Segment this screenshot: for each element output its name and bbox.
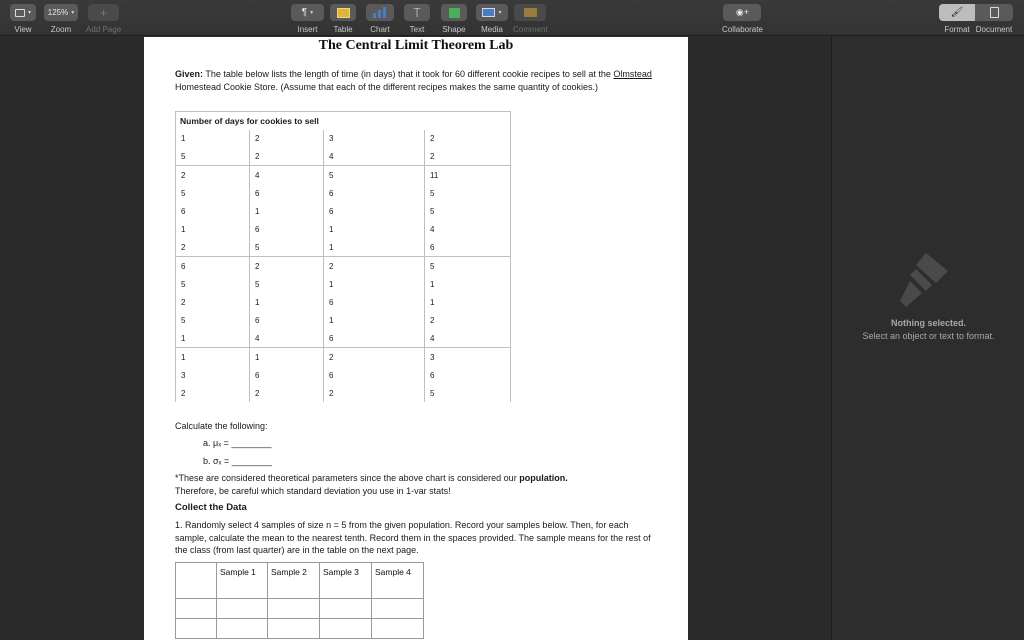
table-cell: 6 — [324, 184, 425, 202]
format-button[interactable] — [939, 4, 975, 21]
table-cell: 2 — [176, 239, 250, 257]
media-button[interactable] — [476, 4, 508, 21]
view-label: View — [14, 25, 32, 34]
table-row — [176, 166, 511, 184]
document-label: Document — [975, 25, 1013, 34]
table-cell: 2 — [324, 257, 425, 275]
table-cell: 5 — [176, 275, 250, 293]
table-cell: 6 — [176, 257, 250, 275]
comment-button[interactable] — [514, 4, 546, 21]
table-cell: 1 — [250, 293, 324, 311]
chevron-down-icon: ▾ — [498, 10, 502, 16]
step-1: 1. Randomly select 4 samples of size n = 5 from the given population. Record your samples below. Then, for each sample, calculate the mean to the nearest tenth. Record them in the spaces provided. The sample means for the rest of the class (from last quarter) are in the table on the next page. — [175, 520, 651, 555]
collaborate-icon: ◉+ — [735, 7, 749, 17]
given-text-1: The table below lists the length of time (in days) that it took for 60 different cookie recipes to sell at the — [203, 69, 614, 79]
document-control[interactable] — [975, 4, 1013, 34]
table-row — [176, 220, 511, 238]
chart-label: Chart — [370, 25, 390, 34]
table-cell: 3 — [324, 130, 425, 148]
paintbrush-icon: 🖌 — [950, 7, 964, 18]
table-row — [176, 184, 511, 202]
zoom-label: Zoom — [50, 25, 72, 34]
item-a: a. μₓ = ________ — [203, 438, 272, 448]
table-row — [176, 619, 424, 639]
comment-icon — [524, 8, 537, 17]
cell[interactable] — [320, 619, 372, 639]
table-cell: 6 — [324, 202, 425, 220]
note-text-2: Therefore, be careful which standard deviation you use in 1-var stats! — [175, 485, 451, 496]
collaborate-label: Collaborate — [722, 25, 763, 34]
table-icon — [337, 8, 350, 18]
table-cell: 1 — [250, 202, 324, 220]
table-cell: 5 — [425, 384, 511, 402]
table-cell: 4 — [250, 166, 324, 184]
add-page-control[interactable] — [86, 4, 121, 34]
table-row — [176, 348, 511, 366]
text-label: Text — [409, 25, 425, 34]
table-cell: 6 — [250, 184, 324, 202]
table-button[interactable] — [330, 4, 356, 21]
collect-heading: Collect the Data — [175, 502, 247, 513]
sample-header-blank — [176, 563, 217, 599]
table-row — [176, 202, 511, 220]
table-cell: 4 — [250, 330, 324, 348]
sample-header: Sample 4 — [372, 563, 424, 599]
table-cell: 6 — [425, 366, 511, 384]
media-icon — [482, 8, 495, 17]
table-cell: 1 — [324, 220, 425, 238]
add-page-button[interactable] — [88, 4, 119, 21]
table-row — [176, 366, 511, 384]
cell[interactable] — [320, 599, 372, 619]
table-cell: 1 — [425, 275, 511, 293]
note-paragraph — [175, 472, 660, 497]
nothing-selected-text: Nothing selected. — [890, 318, 966, 328]
shape-icon — [449, 8, 460, 18]
table-cell: 6 — [324, 366, 425, 384]
table-cell: 1 — [425, 293, 511, 311]
sample-header: Sample 2 — [268, 563, 320, 599]
table-cell: 1 — [176, 220, 250, 238]
zoom-value: 125% — [47, 8, 69, 17]
sample-header: Sample 1 — [217, 563, 268, 599]
table-cell: 5 — [425, 257, 511, 275]
table-cell: 2 — [250, 257, 324, 275]
insert-control[interactable] — [291, 4, 324, 34]
media-label: Media — [481, 25, 503, 34]
collaborate-control[interactable] — [722, 4, 763, 34]
table-cell: 2 — [425, 311, 511, 329]
cell[interactable] — [268, 599, 320, 619]
table-cell: 5 — [250, 239, 324, 257]
view-control[interactable] — [10, 4, 36, 34]
cell[interactable] — [372, 599, 424, 619]
text-button[interactable] — [404, 4, 430, 21]
table-cell: 6 — [324, 293, 425, 311]
chevron-down-icon: ▾ — [27, 10, 31, 16]
table-cell: 2 — [250, 148, 324, 166]
format-inspector — [831, 37, 1024, 640]
chart-button[interactable] — [366, 4, 394, 21]
document-title: The Central Limit Theorem Lab — [318, 38, 514, 53]
table-cell: 1 — [176, 130, 250, 148]
table-row — [176, 599, 424, 619]
text-control[interactable] — [404, 4, 430, 34]
table-cell: 6 — [425, 239, 511, 257]
table-label: Table — [333, 25, 353, 34]
table-cell: 1 — [176, 330, 250, 348]
text-box-icon: T — [413, 5, 421, 20]
document-icon — [990, 7, 999, 18]
shape-button[interactable] — [441, 4, 467, 21]
table-cell: 2 — [176, 384, 250, 402]
cell[interactable] — [217, 619, 268, 639]
table-cell: 5 — [425, 184, 511, 202]
document-button[interactable] — [975, 4, 1013, 21]
given-paragraph — [175, 68, 660, 93]
note-bold: population. — [519, 473, 568, 483]
shape-control[interactable] — [441, 4, 467, 34]
table-cell: 2 — [425, 130, 511, 148]
table-cell: 2 — [250, 130, 324, 148]
given-text-2: Homestead Cookie Store. (Assume that each of the different recipes makes the same quantity of cookies.) — [175, 81, 599, 92]
document-page[interactable] — [144, 37, 688, 640]
table-cell: 5 — [324, 166, 425, 184]
population-table — [175, 111, 511, 402]
table-cell: 2 — [324, 348, 425, 366]
table-row — [176, 257, 511, 275]
cell[interactable] — [268, 619, 320, 639]
table-cell: 6 — [324, 330, 425, 348]
chevron-down-icon: ▾ — [71, 10, 75, 16]
table-row — [176, 275, 511, 293]
cell[interactable] — [176, 619, 217, 639]
table-row — [176, 148, 511, 166]
comment-control[interactable] — [513, 4, 548, 34]
table-row — [176, 384, 511, 402]
table-cell: 1 — [324, 311, 425, 329]
collaborate-button[interactable] — [723, 4, 761, 21]
insert-label: Insert — [297, 25, 318, 34]
table-cell: 3 — [176, 366, 250, 384]
add-page-label: Add Page — [86, 25, 122, 34]
table-cell: 2 — [324, 384, 425, 402]
chart-icon — [372, 7, 388, 18]
cell[interactable] — [372, 619, 424, 639]
item-b: b. σₓ = ________ — [203, 456, 272, 466]
format-control[interactable] — [939, 4, 975, 34]
table-cell: 2 — [176, 293, 250, 311]
chevron-down-icon: ▾ — [310, 10, 314, 16]
comment-label: Comment — [513, 25, 548, 34]
shape-label: Shape — [442, 25, 466, 34]
table-row — [176, 130, 511, 148]
note-text-1: *These are considered theoretical parameters since the above chart is considered our — [175, 473, 520, 483]
table-row — [176, 293, 511, 311]
media-control[interactable] — [476, 4, 508, 34]
given-label: Given: — [175, 69, 204, 79]
table-cell: 1 — [324, 275, 425, 293]
format-hint-text: Select an object or text to format. — [862, 331, 995, 341]
table-cell: 11 — [425, 166, 511, 184]
table-cell: 4 — [324, 148, 425, 166]
table-cell: 6 — [250, 366, 324, 384]
chart-control[interactable] — [366, 4, 394, 34]
table-cell: 4 — [425, 220, 511, 238]
table-cell: 5 — [250, 275, 324, 293]
calc-heading: Calculate the following: — [175, 421, 268, 431]
table-cell: 6 — [250, 220, 324, 238]
zoom-select[interactable] — [44, 4, 78, 21]
cell[interactable] — [176, 599, 217, 619]
sidebar-view-icon — [15, 9, 25, 17]
table-cell: 2 — [425, 148, 511, 166]
table-row — [176, 239, 511, 257]
table-cell: 2 — [176, 166, 250, 184]
given-store: Olmstead — [613, 69, 652, 79]
view-button[interactable] — [10, 4, 36, 21]
insert-button[interactable] — [291, 4, 324, 21]
table-control[interactable] — [330, 4, 356, 34]
samples-table — [175, 562, 424, 639]
table-cell: 5 — [176, 148, 250, 166]
table-cell: 6 — [250, 311, 324, 329]
cell[interactable] — [217, 599, 268, 619]
table-cell: 6 — [176, 202, 250, 220]
table-cell: 5 — [425, 202, 511, 220]
table-row — [176, 330, 511, 348]
format-label: Format — [944, 25, 970, 34]
sample-header: Sample 3 — [320, 563, 372, 599]
table-row — [176, 311, 511, 329]
plus-icon: + — [100, 5, 108, 20]
table-header: Number of days for cookies to sell — [176, 112, 511, 130]
table-cell: 1 — [250, 348, 324, 366]
table-cell: 5 — [176, 311, 250, 329]
zoom-control[interactable] — [44, 4, 78, 34]
table-cell: 5 — [176, 184, 250, 202]
table-cell: 4 — [425, 330, 511, 348]
paragraph-icon: ¶ — [301, 7, 308, 18]
table-cell: 1 — [324, 239, 425, 257]
table-cell: 3 — [425, 348, 511, 366]
paintbrush-icon — [896, 247, 960, 311]
table-cell: 1 — [176, 348, 250, 366]
table-cell: 2 — [250, 384, 324, 402]
toolbar — [0, 0, 1024, 36]
